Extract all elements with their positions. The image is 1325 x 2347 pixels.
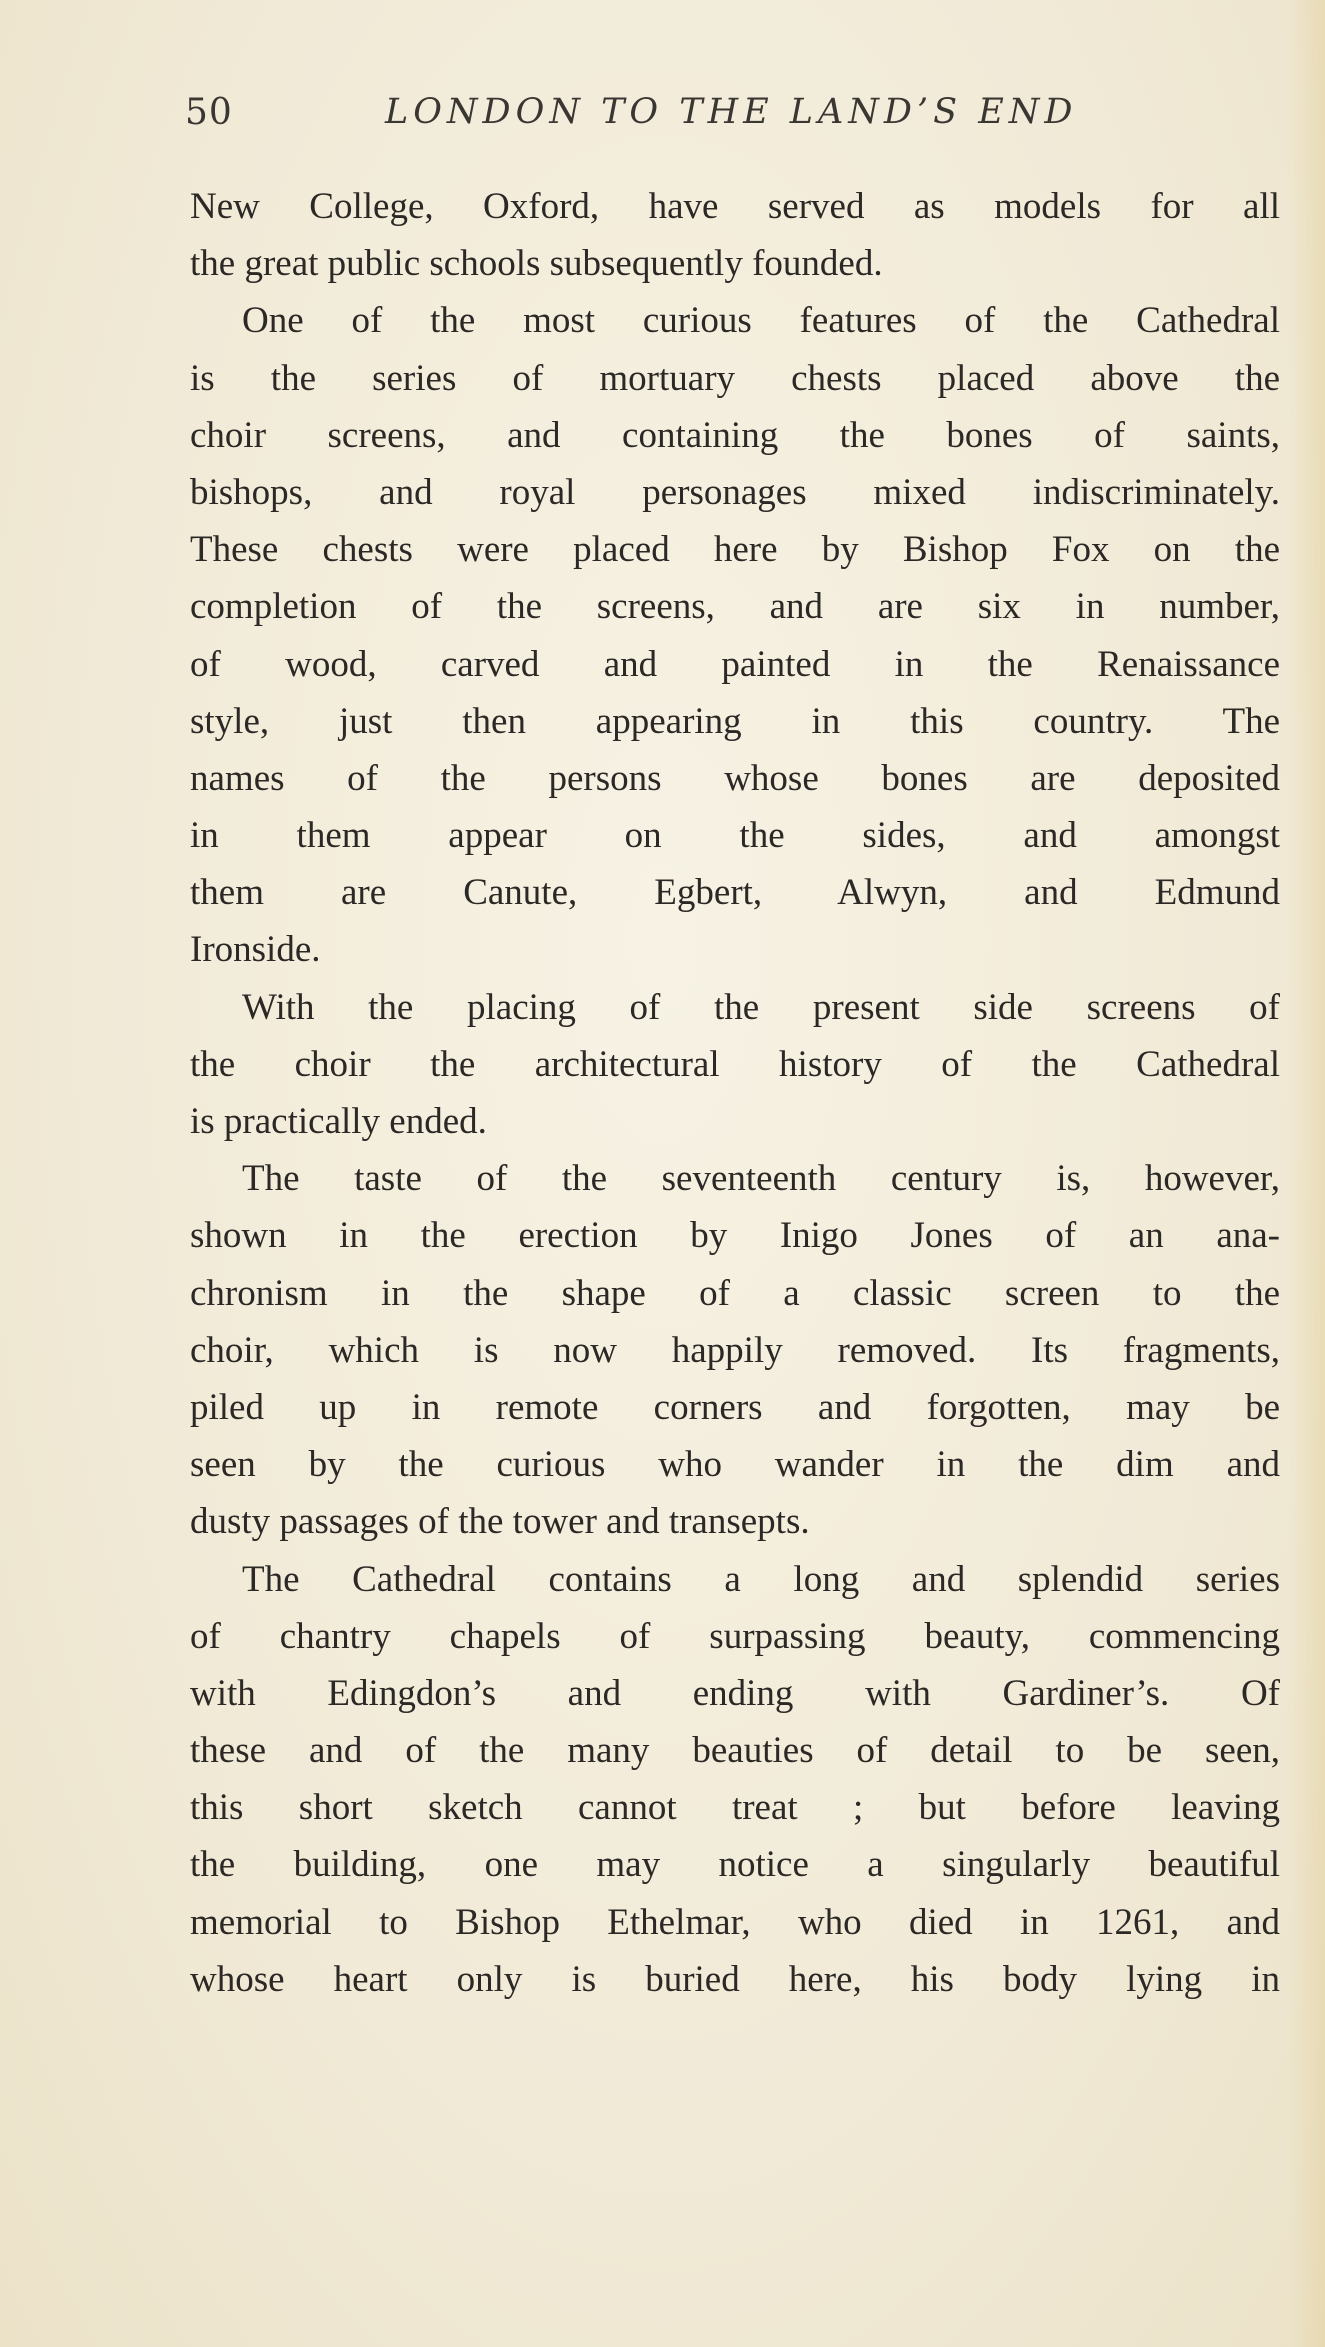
text-line: of chantry chapels of surpassing beauty, commencing [190, 1615, 1280, 1657]
text-line: this short sketch cannot treat ; but before leaving [190, 1787, 1280, 1829]
text-line: the building, one may notice a singularly beautiful [190, 1844, 1280, 1886]
text-line: piled up in remote corners and forgotten, may be [190, 1386, 1280, 1428]
text-line: the great public schools subsequently founded. [190, 243, 883, 285]
text-line: memorial to Bishop Ethelmar, who died in 1261, and [190, 1901, 1280, 1943]
text-line: The Cathedral contains a long and splendid series [242, 1558, 1280, 1600]
text-line: of wood, carved and painted in the Renaissance [190, 643, 1280, 685]
paragraph [190, 1551, 1280, 2009]
body-text [190, 178, 1280, 2008]
text-line: bishops, and royal personages mixed indiscriminately. [190, 471, 1280, 513]
text-line: With the placing of the present side screens of [242, 986, 1280, 1028]
text-line: names of the persons whose bones are deposited [190, 757, 1280, 799]
text-line: chronism in the shape of a classic screen to the [190, 1272, 1280, 1314]
text-line: One of the most curious features of the Cathedral [242, 300, 1280, 342]
text-line: These chests were placed here by Bishop Fox on the [190, 529, 1280, 571]
text-line: them are Canute, Egbert, Alwyn, and Edmund [190, 872, 1280, 914]
text-line: these and of the many beauties of detail to be seen, [190, 1730, 1280, 1772]
page-edge-shading [1289, 0, 1325, 2347]
text-line: Ironside. [190, 929, 321, 971]
text-line: in them appear on the sides, and amongst [190, 815, 1280, 857]
running-title: LONDON TO THE LAND’S END [385, 92, 1078, 132]
text-line: whose heart only is buried here, his body lying in [190, 1958, 1280, 2000]
text-line: completion of the screens, and are six in number, [190, 586, 1280, 628]
text-line: is practically ended. [190, 1101, 487, 1142]
page-number: 50 [185, 92, 233, 133]
paragraph [190, 292, 1280, 978]
text-line: choir, which is now happily removed. Its fragments, [190, 1329, 1280, 1371]
text-line: dusty passages of the tower and transepts. [190, 1501, 810, 1543]
paragraph [190, 178, 1280, 292]
running-header [185, 92, 1315, 152]
text-line: New College, Oxford, have served as models for all [190, 186, 1280, 227]
text-line: choir screens, and containing the bones of saints, [190, 414, 1280, 456]
paragraph [190, 1150, 1280, 1550]
text-line: the choir the architectural history of the Cathedral [190, 1043, 1280, 1085]
text-line: seen by the curious who wander in the dim and [190, 1444, 1280, 1486]
text-line: shown in the erection by Inigo Jones of an ana- [190, 1215, 1280, 1257]
text-line: is the series of mortuary chests placed above the [190, 357, 1280, 399]
paragraph [190, 979, 1280, 1151]
text-line: style, just then appearing in this country. The [190, 700, 1280, 742]
text-line: The taste of the seventeenth century is, however, [242, 1158, 1280, 1200]
text-line: with Edingdon’s and ending with Gardiner’s. Of [190, 1672, 1280, 1714]
